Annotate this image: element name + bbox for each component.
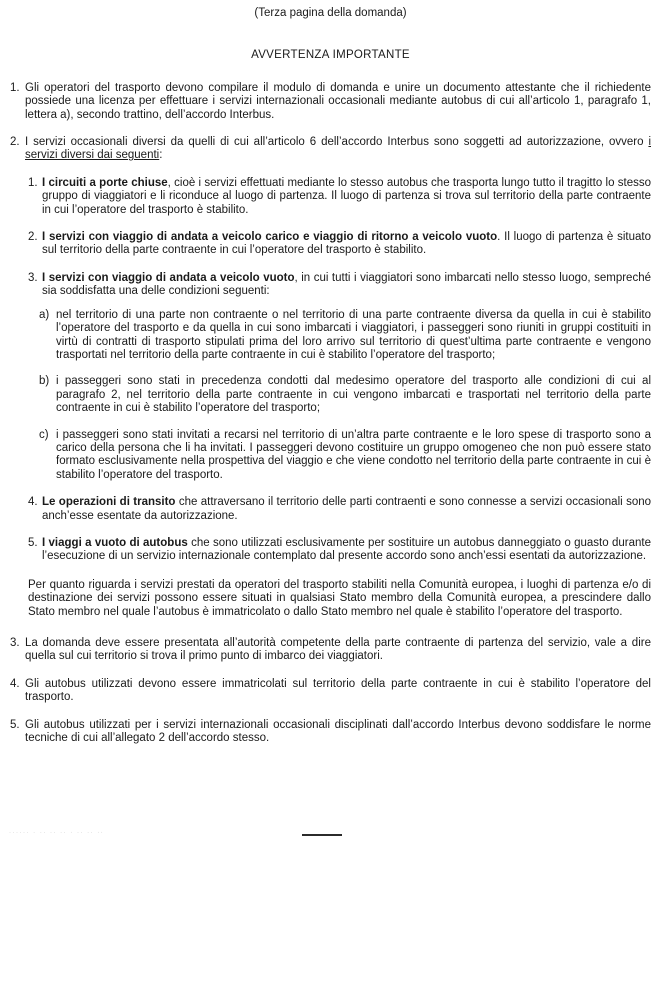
sub-item-3 [28, 272, 651, 299]
bold-lead: I circuiti a porte chiuse [42, 176, 168, 189]
item-text: Gli autobus utilizzati devono essere immatricolati sul territorio della parte contraente in cui è stabilito l’operatore del trasporto. [25, 677, 651, 704]
bold-lead: I servizi con viaggio di andata a veicolo vuoto [42, 271, 295, 284]
item-text: i passeggeri sono stati invitati a recarsi nel territorio di un’altra parte contraente e le loro spese di trasporto sono a carico della persona che li ha invitati. I passeggeri devono costituire un gruppo omogeneo che non può essere stato formato esclusivamente nella prospettiva del viaggio e che viene condotto nel territorio della parte contraente in cui è stabilito l’operatore del trasporto. [56, 428, 651, 481]
item-number: 3. [28, 271, 38, 284]
item-number: 2. [28, 231, 38, 244]
item-text: i passeggeri sono stati in precedenza condotti dal medesimo operatore del trasporto alle condizioni di cui al paragrafo 2, nel territorio della parte contraente in cui vengono imbarcati e trasportati nel territorio della parte contraente in cui è stabilito l’operatore del trasporto; [56, 375, 651, 415]
item-text: La domanda deve essere presentata all’autorità competente della parte contraente di partenza del servizio, vale a dire quella sul cui territorio si trova il primo punto di imbarco dei viaggiatori. [25, 637, 651, 663]
sub-item-3b [39, 375, 651, 415]
item-text: che attraversano il territorio delle parti contraenti e sono connesse a servizi occasionali sono anch’esse esentate da autorizzazione. [42, 496, 652, 522]
item-text: . Il luogo di partenza è situato sul territorio della parte contraente in cui l’operatore del trasporto è stabilito. [42, 231, 651, 257]
bold-lead: I viaggi a vuoto di autobus [42, 536, 188, 549]
bold-lead: Le operazioni di transito [42, 496, 176, 509]
item-number: 5. [28, 536, 38, 549]
item-number: 3. [10, 637, 20, 649]
item-letter: c) [39, 428, 49, 441]
item-text: : [159, 149, 163, 162]
item-letter: a) [39, 308, 50, 321]
sub-item-1 [28, 177, 651, 217]
sub-item-4 [28, 496, 651, 523]
item-number: 4. [28, 496, 38, 509]
item-text: Gli operatori del trasporto devono compilare il modulo di domanda e unire un documento attestante che il richiedente possiede una licenza per effettuare i servizi internazionali occasionali mediante autobus di cui all’articolo 1, paragrafo 1, lettera a), secondo trattino, dell’accordo Interbus. [25, 81, 651, 121]
item-text: I servizi occasionali diversi da quelli di cui all’articolo 6 dell’accordo Interbus sono soggetti ad autorizzazione, ovvero [25, 136, 649, 149]
item-text: Gli autobus utilizzati per i servizi internazionali occasionali disciplinati dall’accordo Interbus devono soddisfare le norme tecniche di cui all’allegato 2 dell’accordo stesso. [25, 718, 651, 745]
item-text: , cioè i servizi effettuati mediante lo stesso autobus che trasporta lungo tutto il tragitto lo stesso gruppo di viaggiatori e li riconduce al luogo di partenza. Il luogo di partenza si trova sul territorio della parte contraente in cui l’operatore del trasporto è stabilito. [42, 176, 651, 216]
list-item-1 [10, 82, 651, 122]
item-text: nel territorio di una parte non contraente o nel territorio di una parte contraente diversa da quella in cui è stabilito l’operatore del trasporto e da quella in cui sono imbarcati i viaggiatori, i passeggeri sono riuniti in gruppi costituiti in virtù di contratti di trasporto stipulati prima del loro arrivo sul territorio di quest’ultima parte contraente e vengono trasportati nel territorio della parte contraente in cui è stabilito l’operatore del trasporto; [56, 308, 651, 361]
sub-item-5 [28, 537, 651, 564]
sub-item-3c [39, 429, 651, 483]
bold-lead: I servizi con viaggio di andata a veicolo carico e viaggio di ritorno a veicolo vuoto [42, 231, 498, 244]
underlined-phrase: i servizi diversi dai seguenti [25, 136, 651, 162]
footnote-separator-rule [302, 834, 342, 836]
item-letter: b) [39, 375, 50, 388]
item-text: , in cui tutti i viaggiatori sono imbarcati nello stesso luogo, sempreché sia soddisfatta una delle condizioni seguenti: [42, 271, 651, 298]
item-number: 1. [28, 176, 38, 189]
item-number: 1. [10, 81, 20, 94]
faded-print-artifact: ······ · ·· ·· ·· · ·· ·· ·· [9, 830, 105, 836]
paragraph-european-community: Per quanto riguarda i servizi prestati da operatori del trasporto stabiliti nella Comunità europea, i luoghi di partenza e/o di destinazione dei servizi possono essere situati in qualsiasi Stato membro della Comunità europea, a prescindere dallo Stato membro nel quale l’autobus è immatricolato o dallo Stato membro nel quale è stabilito l’operatore del trasporto. [28, 578, 651, 618]
item-number: 2. [10, 136, 20, 149]
list-item-2 [10, 136, 651, 163]
page-note: (Terza pagina della domanda) [254, 7, 407, 19]
item-number: 5. [10, 718, 20, 731]
list-item-5 [10, 719, 651, 746]
item-number: 4. [10, 677, 20, 690]
list-item-4 [10, 678, 651, 705]
sub-item-2 [28, 231, 651, 258]
page-title: AVVERTENZA IMPORTANTE [251, 49, 410, 62]
sub-item-3a [39, 309, 651, 363]
list-item-3 [10, 637, 651, 664]
item-text: che sono utilizzati esclusivamente per sostituire un autobus danneggiato o guasto durante l’esecuzione di un servizio internazionale contemplato dal presente accordo sono anch’essi esentati da autorizzazione. [42, 536, 651, 563]
